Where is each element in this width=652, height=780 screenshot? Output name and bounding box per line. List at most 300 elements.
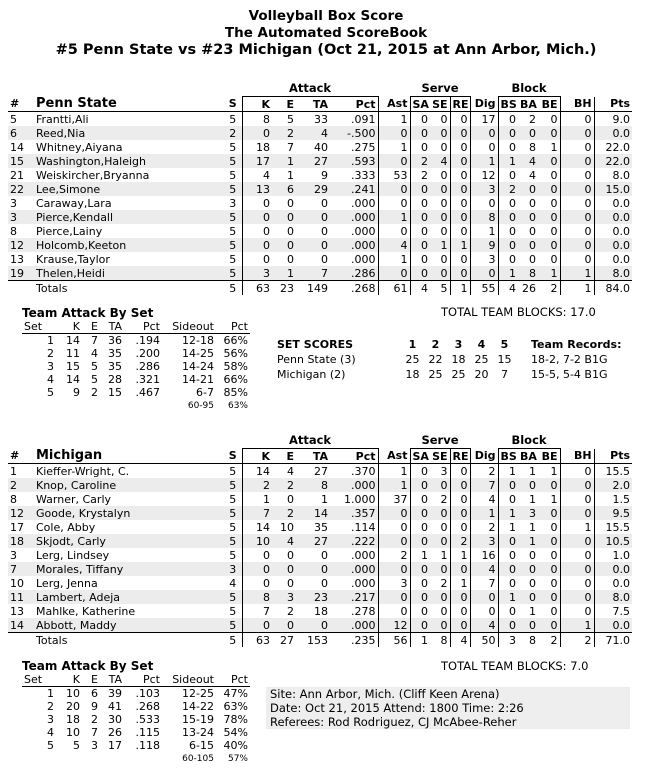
- stat-cell: 1: [470, 506, 498, 520]
- by-set-cell: 15: [108, 385, 122, 399]
- player-row: [8, 576, 632, 590]
- by-set-cell: 10: [66, 725, 80, 739]
- by-set-cell: .118: [135, 738, 160, 752]
- stat-cell: 6: [287, 182, 294, 196]
- stat-cell: 0: [550, 182, 558, 196]
- stat-cell: 0: [560, 112, 594, 127]
- stat-cell: 14: [10, 140, 24, 154]
- total-cell: 63: [242, 633, 272, 648]
- stat-cell: 0: [529, 576, 536, 590]
- stat-cell: 0: [440, 478, 448, 492]
- player-row: [8, 548, 632, 562]
- stat-cell: 0: [440, 210, 448, 224]
- stat-cell: 0.0: [594, 562, 632, 576]
- total-cell: 149: [296, 281, 330, 296]
- stat-cell: 1: [529, 520, 536, 534]
- stat-cell: 0: [550, 576, 558, 590]
- stat-cell: 2: [410, 154, 430, 168]
- stat-cell: 0: [321, 252, 328, 266]
- by-set-cell: 2: [91, 712, 98, 726]
- stat-cell: 0: [498, 126, 518, 140]
- stat-cell: 8.0: [594, 168, 632, 182]
- set-score: 25: [451, 368, 466, 381]
- stat-cell: 0: [410, 520, 430, 534]
- sideout-pct-total: 57%: [227, 753, 248, 764]
- stat-cell: 1: [440, 238, 448, 252]
- penn-state-team-blocks: TOTAL TEAM BLOCKS: 17.0: [441, 305, 596, 319]
- total-cell: 4: [410, 281, 430, 296]
- player-row: [8, 464, 632, 479]
- stat-cell: 0: [560, 548, 594, 562]
- total-cell: .235: [330, 633, 378, 648]
- stat-cell: 0: [410, 562, 430, 576]
- total-cell: 55: [470, 281, 498, 296]
- stat-cell: 3: [529, 506, 536, 520]
- set-scores-header-row: [274, 338, 624, 351]
- stat-cell: 0: [321, 548, 328, 562]
- stat-cell: 0: [498, 168, 518, 182]
- player-row: [8, 168, 632, 182]
- col-header-pts: Pts: [594, 97, 632, 112]
- stat-cell: 5: [229, 464, 237, 478]
- by-set-header: Set: [22, 320, 56, 334]
- stat-cell: 9.5: [594, 506, 632, 520]
- stat-cell: 22.0: [594, 154, 632, 168]
- stat-cell: 14: [10, 618, 24, 632]
- col-header-bh: BH: [560, 97, 594, 112]
- stat-cell: 8: [529, 266, 536, 280]
- stat-cell: 0: [498, 576, 518, 590]
- set-score-team: Penn State (3): [277, 353, 356, 366]
- stat-cell: 0: [410, 126, 430, 140]
- stat-cell: 0: [550, 154, 558, 168]
- player-row: [8, 266, 632, 281]
- by-set-foot-row: [22, 399, 250, 412]
- col-header-re: RE: [450, 449, 470, 464]
- stat-cell: 37: [378, 492, 410, 506]
- set-score: 25: [474, 353, 489, 366]
- stat-cell: .593: [351, 154, 376, 168]
- set-score-row: [274, 368, 624, 381]
- stat-cell: 1: [498, 506, 518, 520]
- stat-cell: 5: [229, 140, 237, 154]
- referees-line: Referees: Rod Rodriguez, CJ McAbee-Reher: [270, 715, 517, 729]
- col-header-sa: SA: [410, 97, 430, 112]
- stat-cell: 5: [229, 478, 237, 492]
- set-number: 1: [408, 338, 417, 351]
- michigan-team-blocks: TOTAL TEAM BLOCKS: 7.0: [441, 659, 589, 673]
- stat-cell: 0: [410, 224, 430, 238]
- by-set-cell: 14-24: [182, 359, 214, 373]
- group-spacer: [594, 80, 632, 97]
- stat-cell: 9: [470, 238, 498, 252]
- group-header-row: [8, 80, 632, 97]
- stat-cell: 2: [287, 126, 294, 140]
- stat-cell: 3: [242, 266, 272, 281]
- stat-cell: 0: [550, 534, 558, 548]
- player-name: Skjodt, Carly: [36, 534, 106, 548]
- by-set-cell: 40%: [223, 738, 248, 752]
- by-set-cell: 35: [108, 359, 122, 373]
- stat-cell: 5: [10, 112, 17, 126]
- total-cell: 63: [242, 281, 272, 296]
- player-name: Frantti,Ali: [36, 112, 89, 126]
- stat-cell: 0: [378, 604, 410, 618]
- stat-cell: 3: [287, 590, 294, 604]
- stat-cell: 0: [242, 126, 272, 140]
- stat-cell: 2: [410, 168, 430, 182]
- player-name: Krause,Taylor: [36, 252, 110, 266]
- by-set-row: [22, 713, 250, 726]
- stat-cell: 0: [410, 534, 430, 548]
- by-set-cell: .194: [135, 333, 160, 347]
- stat-cell: 3: [470, 534, 498, 548]
- stat-cell: 0: [450, 562, 470, 576]
- stat-cell: 15.5: [594, 464, 632, 479]
- stat-cell: 5: [229, 112, 237, 126]
- team-name: Penn State: [34, 97, 224, 112]
- group-spacer: [378, 80, 410, 97]
- player-name: Lee,Simone: [36, 182, 101, 196]
- by-set-cell: .533: [135, 712, 160, 726]
- set-number: 5: [500, 338, 509, 351]
- stat-cell: 0: [242, 238, 272, 252]
- stat-cell: 0.0: [594, 210, 632, 224]
- stat-cell: 2: [498, 182, 518, 196]
- stat-cell: 4: [242, 168, 272, 182]
- stat-cell: 0: [440, 224, 448, 238]
- foot-spacer: [82, 752, 100, 765]
- stat-cell: 1: [378, 464, 410, 479]
- stat-cell: 7: [321, 266, 328, 280]
- stat-cell: 1: [287, 154, 294, 168]
- stat-cell: 14: [242, 520, 272, 534]
- player-row: [8, 182, 632, 196]
- total-cell: 5: [430, 281, 450, 296]
- stat-cell: 3: [10, 210, 17, 224]
- serve-group-label: Serve: [410, 432, 470, 449]
- stat-cell: 13: [242, 182, 272, 196]
- stat-cell: 3: [229, 562, 237, 576]
- matchup-title: #5 Penn State vs #23 Michigan (Oct 21, 2015 at Ann Arbor, Mich.): [55, 42, 597, 58]
- by-set-cell: 5: [73, 738, 80, 752]
- stat-cell: 7: [470, 576, 498, 590]
- foot-spacer: [82, 399, 100, 412]
- by-set-cell: 5: [91, 359, 98, 373]
- attack-group-label: Attack: [242, 432, 378, 449]
- total-cell: 50: [470, 633, 498, 648]
- by-set-cell: 17: [108, 738, 122, 752]
- stat-cell: 2: [287, 506, 294, 520]
- by-set-cell: 6-15: [189, 738, 214, 752]
- stat-cell: 0: [440, 266, 448, 280]
- by-set-cell: 5: [47, 738, 54, 752]
- by-set-cell: 28: [108, 372, 122, 386]
- stat-cell: 0: [550, 590, 558, 604]
- stat-cell: 0: [287, 252, 294, 266]
- by-set-row: [22, 726, 250, 739]
- by-set-cell: 14-22: [182, 699, 214, 713]
- player-row: [8, 210, 632, 224]
- player-row: [8, 562, 632, 576]
- stat-cell: 12: [10, 238, 24, 252]
- stat-cell: 27: [314, 154, 328, 168]
- stat-cell: .333: [351, 168, 376, 182]
- stat-cell: 5: [229, 266, 237, 280]
- stat-cell: 0: [560, 252, 594, 266]
- total-cell: 4: [498, 281, 518, 296]
- by-set-cell: 12-25: [182, 686, 214, 700]
- by-set-cell: 12-18: [182, 333, 214, 347]
- stat-cell: 0: [470, 590, 498, 604]
- stat-cell: 3: [10, 548, 17, 562]
- stat-cell: 0: [529, 224, 536, 238]
- stat-cell: 0: [242, 576, 272, 590]
- stat-cell: 7: [287, 140, 294, 154]
- stat-cell: 1: [529, 604, 536, 618]
- set-score: 15: [497, 353, 512, 366]
- stat-cell: 1: [378, 252, 410, 266]
- stat-cell: .114: [351, 520, 376, 534]
- stat-cell: 18: [314, 604, 328, 618]
- by-set-cell: 18: [66, 712, 80, 726]
- player-row: [8, 252, 632, 266]
- stat-cell: 0: [450, 492, 470, 506]
- stat-cell: 1: [560, 618, 594, 633]
- set-score-team: Michigan (2): [277, 368, 346, 381]
- by-set-cell: 13-24: [182, 725, 214, 739]
- attack-by-set-title: Team Attack By Set: [22, 659, 154, 673]
- stat-cell: 0: [560, 196, 594, 210]
- by-set-cell: 7: [91, 333, 98, 347]
- stat-cell: 2: [287, 478, 294, 492]
- total-cell: 1: [560, 281, 594, 296]
- stat-cell: 22: [10, 182, 24, 196]
- total-cell: 71.0: [594, 633, 632, 648]
- stat-cell: 0: [498, 548, 518, 562]
- stat-cell: 15.0: [594, 182, 632, 196]
- foot-spacer: [22, 399, 56, 412]
- stat-cell: 0: [378, 154, 410, 168]
- by-set-cell: 20: [66, 699, 80, 713]
- stat-cell: 21: [10, 168, 24, 182]
- stat-cell: 3: [470, 182, 498, 196]
- stat-cell: 3: [440, 464, 448, 478]
- set-score: 18: [451, 353, 466, 366]
- stat-cell: 0: [440, 168, 448, 182]
- stat-cell: 0: [560, 478, 594, 492]
- team-records-title: Team Records:: [531, 338, 622, 351]
- stat-cell: 10.5: [594, 534, 632, 548]
- stat-cell: 0: [550, 126, 558, 140]
- stat-cell: 0: [410, 182, 430, 196]
- by-set-cell: 54%: [223, 725, 248, 739]
- stat-cell: 0: [410, 238, 430, 252]
- stat-cell: 0.0: [594, 252, 632, 266]
- by-set-cell: .115: [135, 725, 160, 739]
- player-row: [8, 238, 632, 252]
- stat-cell: 0: [498, 478, 518, 492]
- stat-cell: 0: [560, 168, 594, 182]
- by-set-header: Set: [22, 673, 56, 687]
- stat-cell: .000: [351, 238, 376, 252]
- stat-cell: .000: [351, 548, 376, 562]
- stat-cell: 2.0: [594, 478, 632, 492]
- stat-cell: 1: [498, 520, 518, 534]
- stat-cell: 2: [242, 478, 272, 492]
- group-spacer: [224, 432, 242, 449]
- col-header-dig: Dig: [470, 449, 498, 464]
- stat-cell: 0: [529, 590, 536, 604]
- by-set-cell: 2: [47, 346, 54, 360]
- by-set-header: Sideout: [162, 673, 216, 687]
- stat-cell: 1: [529, 492, 536, 506]
- by-set-cell: 3: [91, 738, 98, 752]
- col-header-s: S: [224, 449, 242, 464]
- sideout-pct-total: 63%: [227, 400, 248, 411]
- stat-cell: 0: [498, 196, 518, 210]
- stat-cell: 0: [450, 182, 470, 196]
- by-set-cell: 14-21: [182, 372, 214, 386]
- stat-cell: 0.0: [594, 238, 632, 252]
- col-header-e: E: [272, 449, 296, 464]
- stat-cell: 5: [229, 604, 237, 618]
- col-header-bs: BS: [498, 449, 518, 464]
- stat-cell: 0: [440, 590, 448, 604]
- stat-cell: 2: [287, 604, 294, 618]
- stat-cell: 0: [287, 618, 294, 632]
- player-row: [8, 140, 632, 154]
- by-set-cell: 66%: [223, 333, 248, 347]
- stat-cell: 14: [242, 464, 272, 479]
- by-set-cell: 4: [47, 725, 54, 739]
- stat-cell: 0: [242, 252, 272, 266]
- stat-cell: 0: [450, 210, 470, 224]
- player-row: [8, 154, 632, 168]
- stat-cell: .091: [351, 112, 376, 126]
- stat-cell: 8.0: [594, 266, 632, 281]
- stat-cell: 1: [378, 140, 410, 154]
- stat-cell: 29: [314, 182, 328, 196]
- foot-spacer: [124, 752, 162, 765]
- player-name: Lambert, Adeja: [36, 590, 121, 604]
- set-score: 20: [474, 368, 489, 381]
- stat-cell: 0.0: [594, 126, 632, 140]
- sideout-total: 60-95: [187, 400, 214, 411]
- total-cell: 27: [272, 633, 296, 648]
- foot-spacer: [100, 752, 124, 765]
- stat-cell: 0: [287, 196, 294, 210]
- stat-cell: 0: [440, 140, 448, 154]
- stat-cell: 13: [10, 252, 24, 266]
- stat-cell: 8: [10, 224, 17, 238]
- stat-cell: 10: [242, 534, 272, 548]
- total-cell: 56: [378, 633, 410, 648]
- stat-cell: 4: [229, 576, 237, 590]
- total-cell: 5: [224, 633, 242, 648]
- stat-cell: .000: [351, 478, 376, 492]
- set-score-row: [274, 353, 624, 366]
- col-header-bh: BH: [560, 449, 594, 464]
- stat-cell: 1.000: [344, 492, 376, 506]
- stat-cell: 0: [529, 548, 536, 562]
- stat-cell: 1: [378, 478, 410, 492]
- by-set-cell: 6-7: [196, 385, 214, 399]
- stat-cell: 0: [242, 618, 272, 633]
- stat-cell: 18: [242, 140, 272, 154]
- stat-cell: 0: [242, 196, 272, 210]
- stat-cell: 0: [450, 590, 470, 604]
- stat-cell: 0: [287, 562, 294, 576]
- by-set-header: Pct: [124, 320, 162, 334]
- team-name: Michigan: [34, 449, 224, 464]
- stat-cell: 8: [242, 112, 272, 127]
- by-set-header-row: [22, 673, 250, 687]
- stat-cell: 0.0: [594, 618, 632, 633]
- stat-cell: .000: [351, 562, 376, 576]
- total-cell: 5: [224, 281, 242, 296]
- total-cell: [8, 633, 34, 648]
- col-header-ta: TA: [296, 449, 330, 464]
- stat-cell: 23: [314, 590, 328, 604]
- stat-cell: 0: [550, 112, 558, 126]
- stat-cell: .370: [351, 464, 376, 478]
- stat-cell: 3: [378, 576, 410, 590]
- stat-cell: 0: [450, 112, 470, 127]
- penn-state-box-score: [8, 80, 632, 295]
- by-set-cell: 10: [66, 686, 80, 700]
- stat-cell: 0: [287, 548, 294, 562]
- by-set-header: K: [56, 673, 82, 687]
- site-line: Site: Ann Arbor, Mich. (Cliff Keen Arena): [270, 687, 500, 701]
- stat-cell: 0: [410, 140, 430, 154]
- stat-cell: 15.5: [594, 520, 632, 534]
- stat-cell: 0: [560, 238, 594, 252]
- stat-cell: 5: [229, 520, 237, 534]
- stat-cell: 1: [498, 590, 518, 604]
- by-set-cell: 2: [91, 385, 98, 399]
- player-name: Reed,Nia: [36, 126, 86, 140]
- stat-cell: .000: [351, 224, 376, 238]
- stat-cell: 0: [287, 210, 294, 224]
- player-row: [8, 618, 632, 633]
- stat-cell: 7: [470, 478, 498, 492]
- stat-cell: 0: [410, 252, 430, 266]
- col-header-se: SE: [430, 97, 450, 112]
- total-cell: 1: [410, 633, 430, 648]
- by-set-cell: 14: [66, 333, 80, 347]
- player-name: Knop, Caroline: [36, 478, 117, 492]
- player-name: Weiskircher,Bryanna: [36, 168, 150, 182]
- stat-cell: 0: [440, 196, 448, 210]
- page-title: Volleyball Box Score: [248, 8, 404, 24]
- player-name: Pierce,Lainy: [36, 224, 103, 238]
- col-header-be: BE: [538, 449, 560, 464]
- by-set-cell: 11: [66, 346, 80, 360]
- foot-spacer: [124, 399, 162, 412]
- by-set-cell: 5: [47, 385, 54, 399]
- stat-cell: 0: [378, 224, 410, 238]
- by-set-cell: 66%: [223, 372, 248, 386]
- stat-cell: 0: [450, 196, 470, 210]
- stat-cell: 53: [378, 168, 410, 182]
- col-header-e: E: [272, 97, 296, 112]
- stat-cell: 5: [229, 168, 237, 182]
- foot-spacer: [56, 399, 82, 412]
- by-set-header: TA: [100, 320, 124, 334]
- stat-cell: 0: [410, 618, 430, 633]
- by-set-header: E: [82, 673, 100, 687]
